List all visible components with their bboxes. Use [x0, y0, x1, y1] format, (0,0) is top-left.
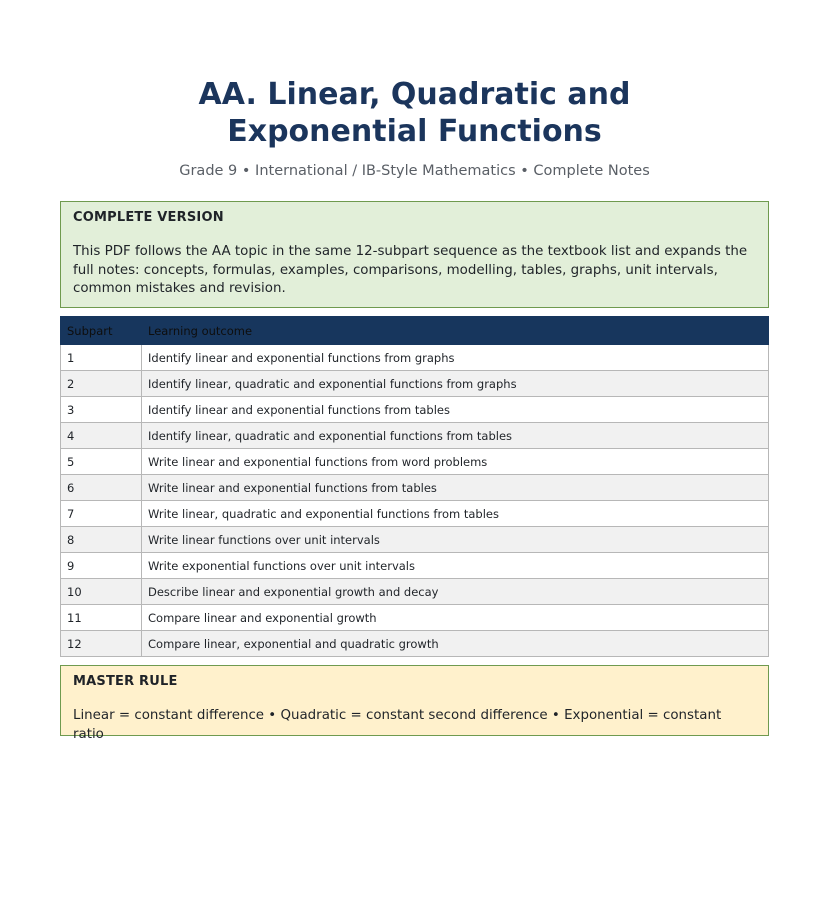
complete-version-heading: COMPLETE VERSION	[73, 210, 224, 225]
learning-outcome: Identify linear, quadratic and exponential functions from tables	[142, 423, 769, 449]
table-row	[61, 449, 769, 475]
learning-outcome: Describe linear and exponential growth and decay	[142, 579, 769, 605]
learning-outcome: Write exponential functions over unit intervals	[142, 553, 769, 579]
subpart-number: 5	[61, 449, 142, 475]
learning-outcomes-table	[60, 316, 769, 657]
table-row	[61, 527, 769, 553]
table-row	[61, 475, 769, 501]
learning-outcome: Identify linear, quadratic and exponential functions from graphs	[142, 371, 769, 397]
learning-outcome: Write linear, quadratic and exponential functions from tables	[142, 501, 769, 527]
learning-outcome: Write linear and exponential functions from word problems	[142, 449, 769, 475]
subpart-number: 6	[61, 475, 142, 501]
learning-outcome: Compare linear and exponential growth	[142, 605, 769, 631]
table-row	[61, 553, 769, 579]
table-row	[61, 579, 769, 605]
subpart-number: 9	[61, 553, 142, 579]
subpart-number: 8	[61, 527, 142, 553]
subpart-number: 11	[61, 605, 142, 631]
page-subtitle: Grade 9 • International / IB-Style Mathematics • Complete Notes	[179, 163, 650, 179]
subpart-number: 4	[61, 423, 142, 449]
page-title	[60, 76, 769, 150]
subpart-number: 12	[61, 631, 142, 657]
table-body	[61, 345, 769, 657]
title-line-1: AA. Linear, Quadratic and	[198, 77, 631, 112]
table-row	[61, 605, 769, 631]
table-row	[61, 397, 769, 423]
subpart-number: 3	[61, 397, 142, 423]
subpart-number: 2	[61, 371, 142, 397]
subpart-number: 1	[61, 345, 142, 371]
table-row	[61, 371, 769, 397]
column-header-subpart: Subpart	[61, 317, 142, 345]
complete-version-text: This PDF follows the AA topic in the same 12-subpart sequence as the textbook list and expands the full notes: concepts, formulas, examples, comparisons, modelling, tables, graphs, unit intervals, common mistakes and revision.	[73, 244, 748, 296]
learning-outcome: Identify linear and exponential functions from tables	[142, 397, 769, 423]
table-row	[61, 345, 769, 371]
learning-outcome: Write linear and exponential functions from tables	[142, 475, 769, 501]
document-page	[60, 0, 769, 742]
master-rule-box	[60, 665, 769, 742]
table-row	[61, 501, 769, 527]
column-header-learning-outcome: Learning outcome	[142, 317, 769, 345]
master-rule-text: Linear = constant difference • Quadratic = constant second difference • Exponential = constant ratio	[73, 708, 722, 742]
subpart-number: 10	[61, 579, 142, 605]
complete-version-box	[60, 201, 769, 308]
learning-outcome: Identify linear and exponential functions from graphs	[142, 345, 769, 371]
table-row	[61, 423, 769, 449]
master-rule-heading: MASTER RULE	[73, 674, 178, 689]
learning-outcome: Write linear functions over unit intervals	[142, 527, 769, 553]
learning-outcome: Compare linear, exponential and quadratic growth	[142, 631, 769, 657]
subpart-number: 7	[61, 501, 142, 527]
table-row	[61, 631, 769, 657]
table-header-row	[61, 317, 769, 345]
title-line-2: Exponential Functions	[227, 114, 602, 149]
